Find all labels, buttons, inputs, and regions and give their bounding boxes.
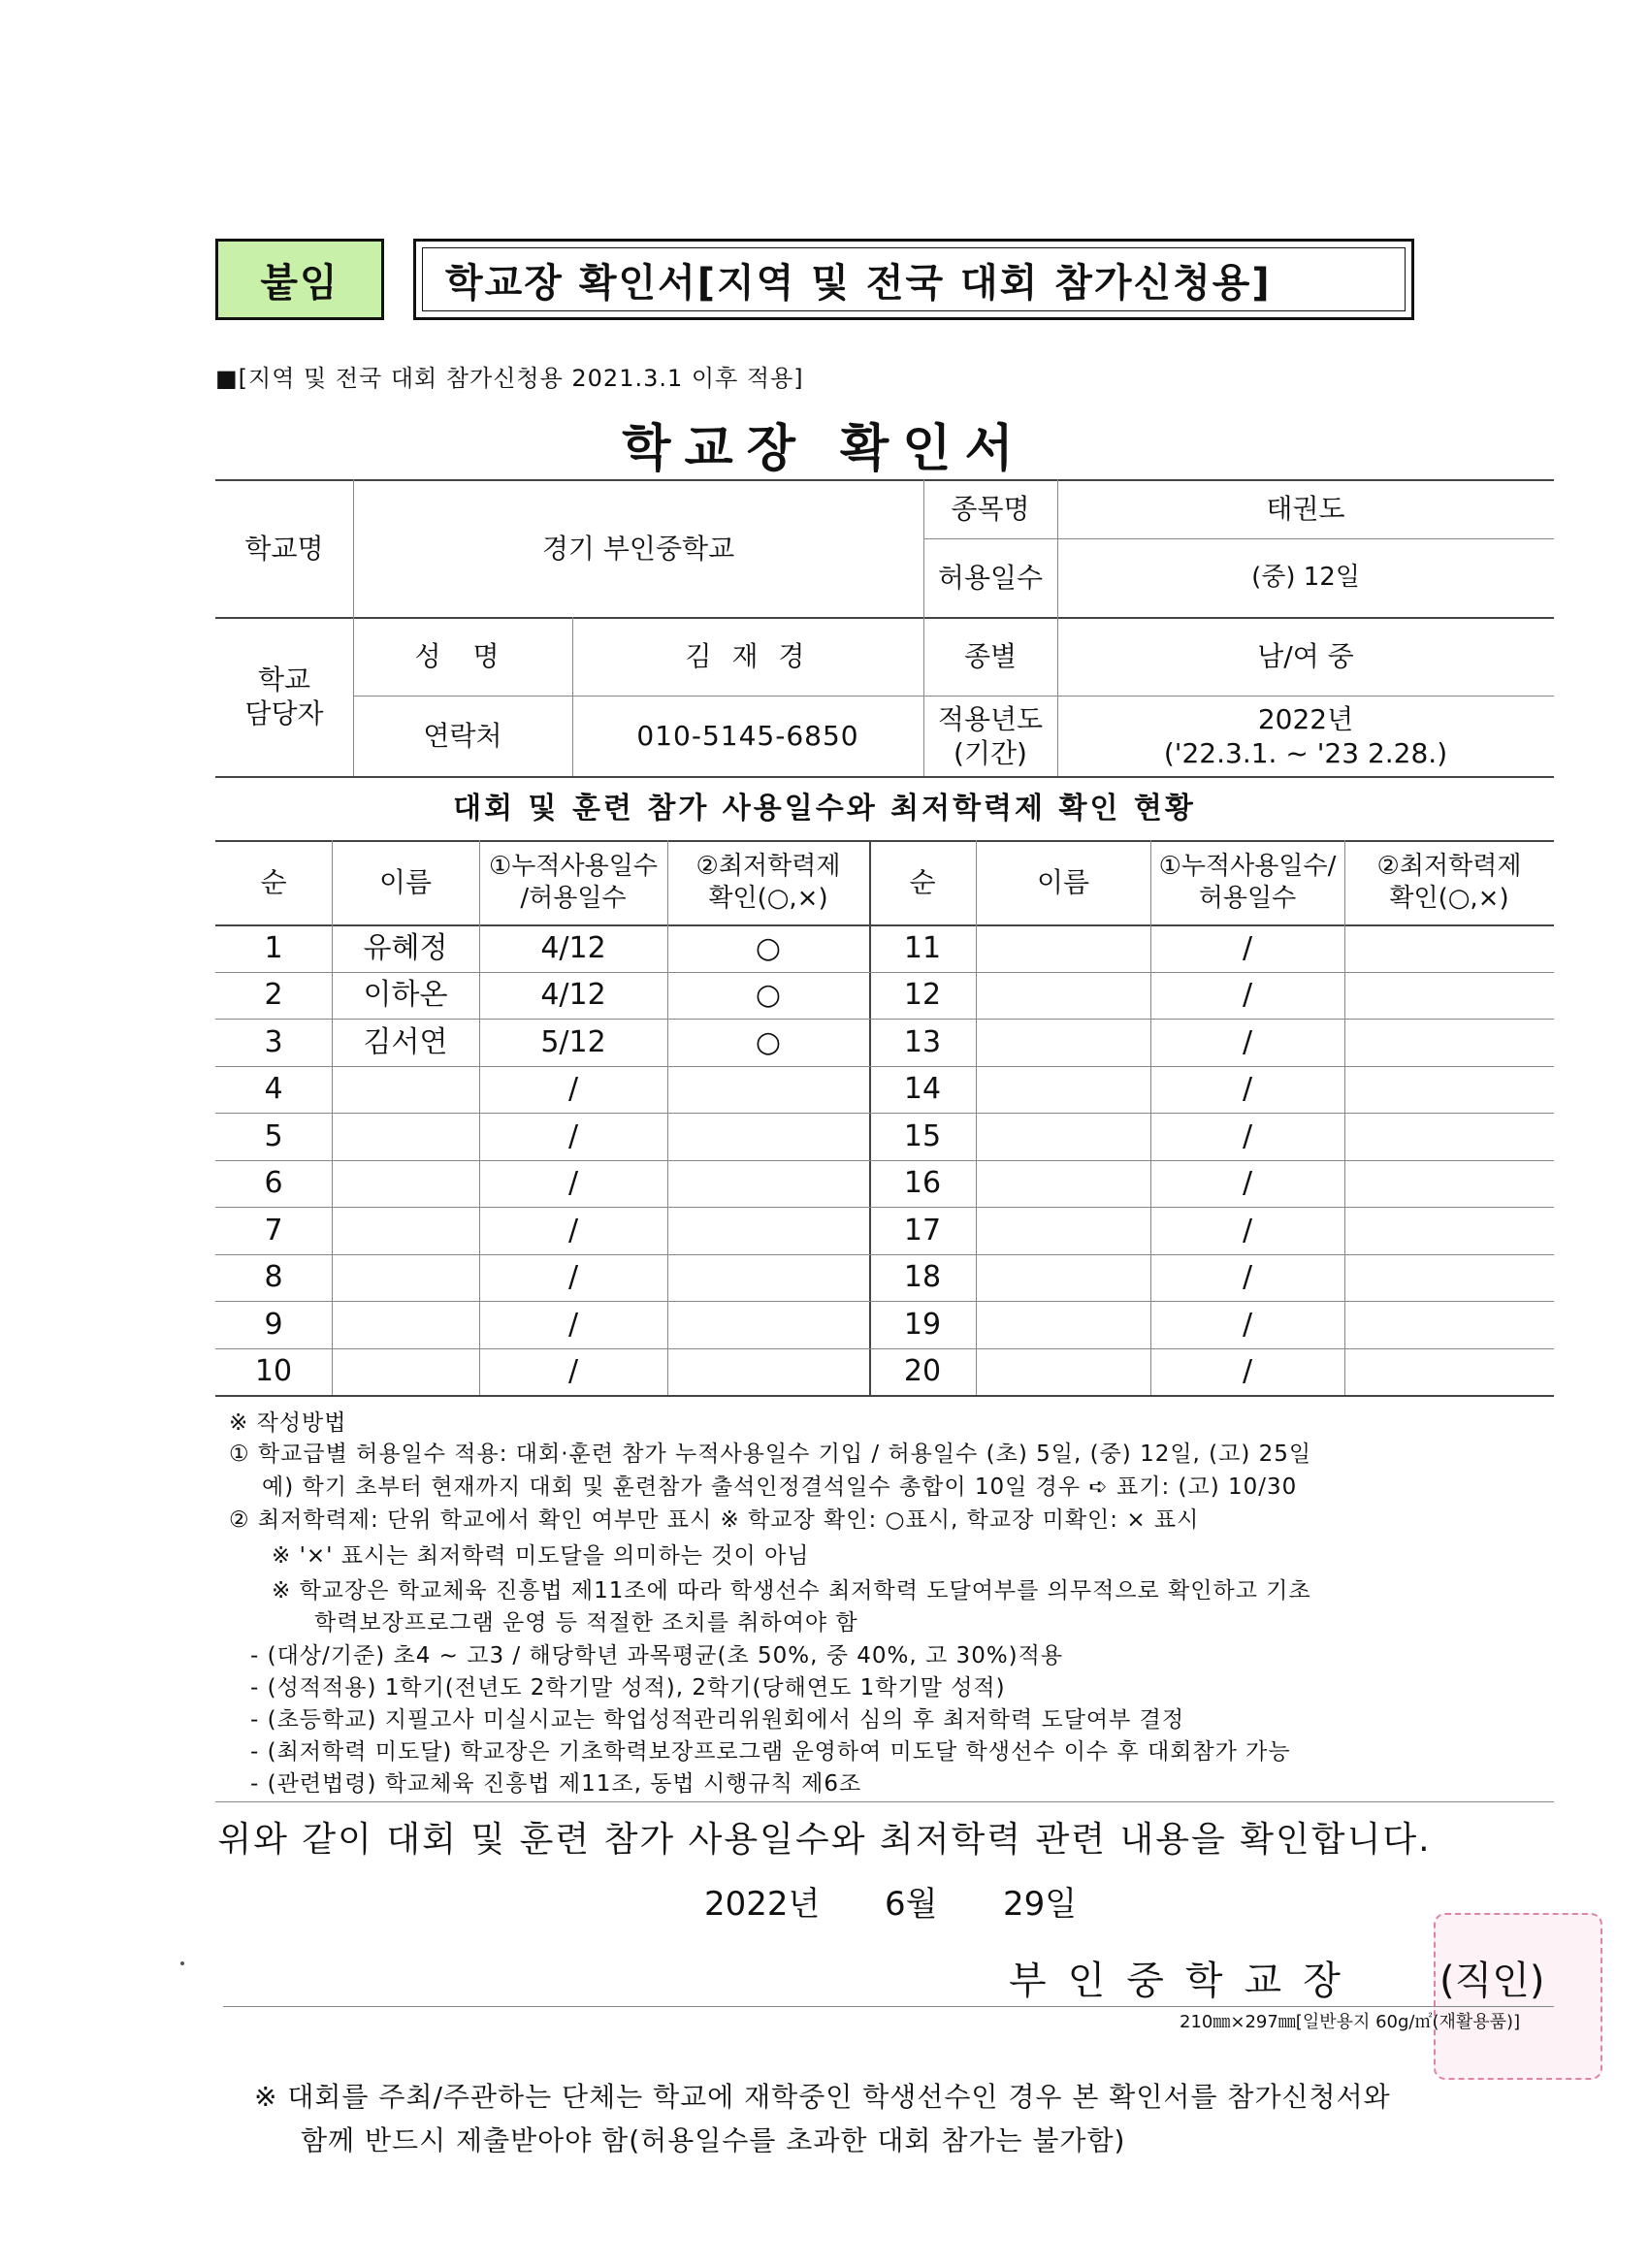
row-divider [215, 1301, 869, 1302]
row-name-cell [976, 924, 1150, 972]
row-check-cell [667, 1254, 869, 1302]
row-divider [869, 1301, 1554, 1302]
row-name-cell [976, 1113, 1150, 1160]
footer-note: 함께 반드시 제출받아야 함(허용일수를 초과한 대회 참가는 불가함) [301, 2124, 1126, 2156]
header-no: 순 [260, 866, 287, 898]
row-usage-cell: / [567, 1307, 579, 1342]
row-usage-cell: / [567, 1260, 579, 1294]
row-divider [869, 1113, 1554, 1114]
row-no-cell: 13 [903, 1024, 942, 1059]
row-usage-cell: / [1242, 1072, 1253, 1106]
row-name-cell: 유혜정 [363, 930, 448, 965]
row-no-cell: 5 [264, 1118, 283, 1153]
row-usage-cell: / [1242, 1307, 1253, 1342]
gender-value: 남/여 중 [1257, 640, 1354, 672]
header-title: 학교장 확인서[지역 및 전국 대회 참가신청용] [445, 260, 1272, 306]
row-no-cell: 20 [903, 1354, 942, 1388]
row-no-cell: 4 [264, 1072, 283, 1106]
row-divider [215, 1066, 869, 1067]
row-name-cell [332, 1066, 479, 1114]
row-divider [869, 1254, 1554, 1255]
footer-note: ※ 대회를 주최/주관하는 단체는 학교에 재학중인 학생선수인 경우 본 확인서를 참가신청서와 [254, 2081, 1391, 2113]
row-usage-cell: 4/12 [540, 978, 606, 1012]
note-item: 학력보장프로그램 운영 등 적절한 조치를 취하여야 함 [314, 1610, 858, 1636]
table-bottom-border [215, 1395, 1554, 1397]
row-check-cell [667, 1207, 869, 1254]
header-name-right: 이름 [1036, 866, 1090, 898]
note-item: - (초등학교) 지필고사 미실시교는 학업성적관리위원회에서 심의 후 최저학력 도달여부 결정 [250, 1707, 1185, 1733]
row-name-cell [332, 1348, 479, 1396]
footer-divider [223, 2006, 1554, 2007]
note-item: - (성적적용) 1학기(전년도 2학기말 성적), 2학기(당해연도 1학기말 성적) [250, 1675, 1006, 1701]
school-label: 학교명 [244, 532, 324, 565]
row-name-cell [332, 1254, 479, 1302]
row-divider [215, 1254, 869, 1255]
row-no-cell: 11 [903, 930, 942, 965]
header-name: 이름 [378, 866, 433, 898]
row-check-cell [1344, 972, 1554, 1020]
document-title: 학교장 확인서 [622, 420, 1027, 478]
date-year: 2022년 [704, 1885, 821, 1924]
row-usage-cell: / [1242, 1260, 1253, 1294]
manager-label: 학교 담당자 [244, 664, 324, 729]
row-usage-cell: 4/12 [540, 930, 606, 965]
note-item: ※ 학교장은 학교체육 진흥법 제11조에 따라 학생선수 최저학력 도달여부를 의무적으로 확인하고 기초 [272, 1578, 1311, 1604]
attachment-tag-text: 붙임 [260, 260, 340, 306]
header-title-box [413, 239, 1414, 320]
row-name-cell [976, 1160, 1150, 1208]
row-name-cell [332, 1113, 479, 1160]
row-usage-cell: / [1242, 1354, 1253, 1388]
row-usage-cell: / [567, 1072, 579, 1106]
note-item: 예) 학기 초부터 현재까지 대회 및 훈련참가 출석인정결석일수 총합이 10일 경우 ➪ 표기: (고) 10/30 [262, 1474, 1298, 1500]
row-name-cell [976, 1301, 1150, 1348]
header-check: ②최저학력제 확인(○,×) [695, 852, 841, 913]
info-bottom-border [215, 776, 1554, 778]
date-month: 6월 [885, 1885, 938, 1924]
row-usage-cell: / [1242, 1118, 1253, 1153]
row-no-cell: 16 [903, 1166, 942, 1200]
row-check-cell [667, 1066, 869, 1114]
row-name-cell [332, 1301, 479, 1348]
row-no-cell: 3 [264, 1024, 283, 1059]
contact-label: 연락처 [423, 720, 502, 752]
name-value: 김 재 경 [685, 640, 811, 672]
row-usage-cell: / [567, 1354, 579, 1388]
scan-speck [180, 1961, 184, 1965]
header-usage: ①누적사용일수 /허용일수 [488, 852, 658, 913]
applicability-note: ■[지역 및 전국 대회 참가신청용 2021.3.1 이후 적용] [215, 365, 804, 392]
row-check-cell [1344, 1019, 1554, 1066]
principal-name: 부인중학교장 [1009, 1959, 1362, 2003]
row-name-cell [976, 1254, 1150, 1302]
row-check-cell: ○ [755, 930, 782, 965]
row-no-cell: 18 [903, 1260, 942, 1294]
row-check-cell [1344, 1066, 1554, 1114]
row-no-cell: 12 [903, 978, 942, 1012]
seal-label: (직인) [1439, 1959, 1545, 2003]
row-check-cell: ○ [755, 1024, 782, 1059]
paper-spec: 210㎜×297㎜[일반용지 60g/㎡(재활용품)] [1180, 2012, 1521, 2032]
row-divider [215, 972, 869, 973]
row-usage-cell: / [1242, 930, 1253, 965]
row-divider [869, 1066, 1554, 1067]
row-name-cell [332, 1160, 479, 1208]
row-name-cell: 김서연 [363, 1024, 448, 1059]
row-check-cell [1344, 924, 1554, 972]
row-no-cell: 1 [264, 930, 283, 965]
row-name-cell: 이하온 [363, 978, 448, 1012]
row-divider [869, 1348, 1554, 1349]
row-name-cell [976, 1207, 1150, 1254]
row-divider [215, 1019, 869, 1020]
row-no-cell: 17 [903, 1213, 942, 1247]
note-item: - (관련법령) 학교체육 진흥법 제11조, 동법 시행규칙 제6조 [250, 1771, 862, 1797]
row-check-cell [1344, 1301, 1554, 1348]
allowed-days-value: (중) 12일 [1251, 563, 1360, 593]
note-item: ※ '×' 표시는 최저학력 미도달을 의미하는 것이 아님 [272, 1543, 810, 1569]
date-day: 29일 [1003, 1885, 1078, 1924]
row-no-cell: 10 [254, 1354, 293, 1388]
attachment-tag [215, 239, 384, 320]
row-usage-cell: 5/12 [540, 1024, 606, 1059]
row-divider [215, 1160, 869, 1161]
row-check-cell: ○ [755, 978, 782, 1012]
row-divider [869, 1160, 1554, 1161]
row-name-cell [976, 1348, 1150, 1396]
row-check-cell [1344, 1113, 1554, 1160]
row-divider [215, 1348, 869, 1349]
gender-label: 종별 [963, 640, 1018, 672]
row-check-cell [1344, 1254, 1554, 1302]
row-usage-cell: / [567, 1213, 579, 1247]
row-usage-cell: / [1242, 1213, 1253, 1247]
sport-label: 종목명 [951, 493, 1030, 525]
header-no-right: 순 [909, 866, 936, 898]
row-no-cell: 7 [264, 1213, 283, 1247]
row-no-cell: 15 [903, 1118, 942, 1153]
row-divider [869, 972, 1554, 973]
row-check-cell [667, 1301, 869, 1348]
name-label: 성 명 [414, 640, 511, 672]
row-divider [215, 1113, 869, 1114]
row-check-cell [667, 1348, 869, 1396]
row-divider [869, 1019, 1554, 1020]
note-item: - (최저학력 미도달) 학교장은 기초학력보장프로그램 운영하여 미도달 학생선수 이수 후 대회참가 가능 [250, 1739, 1291, 1765]
contact-value: 010-5145-6850 [636, 720, 859, 752]
row-name-cell [976, 1066, 1150, 1114]
confirmation-text: 위와 같이 대회 및 훈련 참가 사용일수와 최저학력 관련 내용을 확인합니다. [217, 1820, 1432, 1860]
table-section-title: 대회 및 훈련 참가 사용일수와 최저학력제 확인 현황 [453, 792, 1196, 826]
row-usage-cell: / [567, 1118, 579, 1153]
row-no-cell: 2 [264, 978, 283, 1012]
note-item: ② 최저학력제: 단위 학교에서 확인 여부만 표시 ※ 학교장 확인: ○표시, 학교장 미확인: × 표시 [229, 1507, 1200, 1533]
note-heading: ※ 작성방법 [229, 1410, 347, 1436]
row-usage-cell: / [1242, 1166, 1253, 1200]
year-value: 2022년 ('22.3.1. ~ '23 2.28.) [1163, 702, 1448, 769]
notes-divider [215, 1801, 1554, 1802]
row-usage-cell: / [567, 1166, 579, 1200]
row-name-cell [976, 1019, 1150, 1066]
note-item: ① 학교급별 허용일수 적용: 대회·훈련 참가 누적사용일수 기입 / 허용일수 (초) 5일, (중) 12일, (고) 25일 [229, 1442, 1312, 1467]
row-no-cell: 19 [903, 1307, 942, 1342]
row-no-cell: 6 [264, 1166, 283, 1200]
row-check-cell [1344, 1207, 1554, 1254]
sport-value: 태권도 [1266, 493, 1345, 525]
row-divider [215, 1207, 869, 1208]
row-name-cell [976, 972, 1150, 1020]
row-check-cell [1344, 1160, 1554, 1208]
row-check-cell [667, 1160, 869, 1208]
school-value: 경기 부인중학교 [541, 532, 735, 565]
header-usage-right: ①누적사용일수/ 허용일수 [1158, 852, 1337, 913]
row-check-cell [667, 1113, 869, 1160]
row-no-cell: 8 [264, 1260, 283, 1294]
row-check-cell [1344, 1348, 1554, 1396]
row-usage-cell: / [1242, 1024, 1253, 1059]
row-name-cell [332, 1207, 479, 1254]
allowed-days-label: 허용일수 [937, 562, 1044, 594]
row-no-cell: 14 [903, 1072, 942, 1106]
row-divider [869, 1207, 1554, 1208]
row-usage-cell: / [1242, 978, 1253, 1012]
row-no-cell: 9 [264, 1307, 283, 1342]
note-item: - (대상/기준) 초4 ~ 고3 / 해당학년 과목평균(초 50%, 중 40%, 고 30%)적용 [250, 1643, 1064, 1669]
year-label: 적용년도 (기간) [937, 702, 1044, 769]
header-check-right: ②최저학력제 확인(○,×) [1376, 852, 1522, 913]
